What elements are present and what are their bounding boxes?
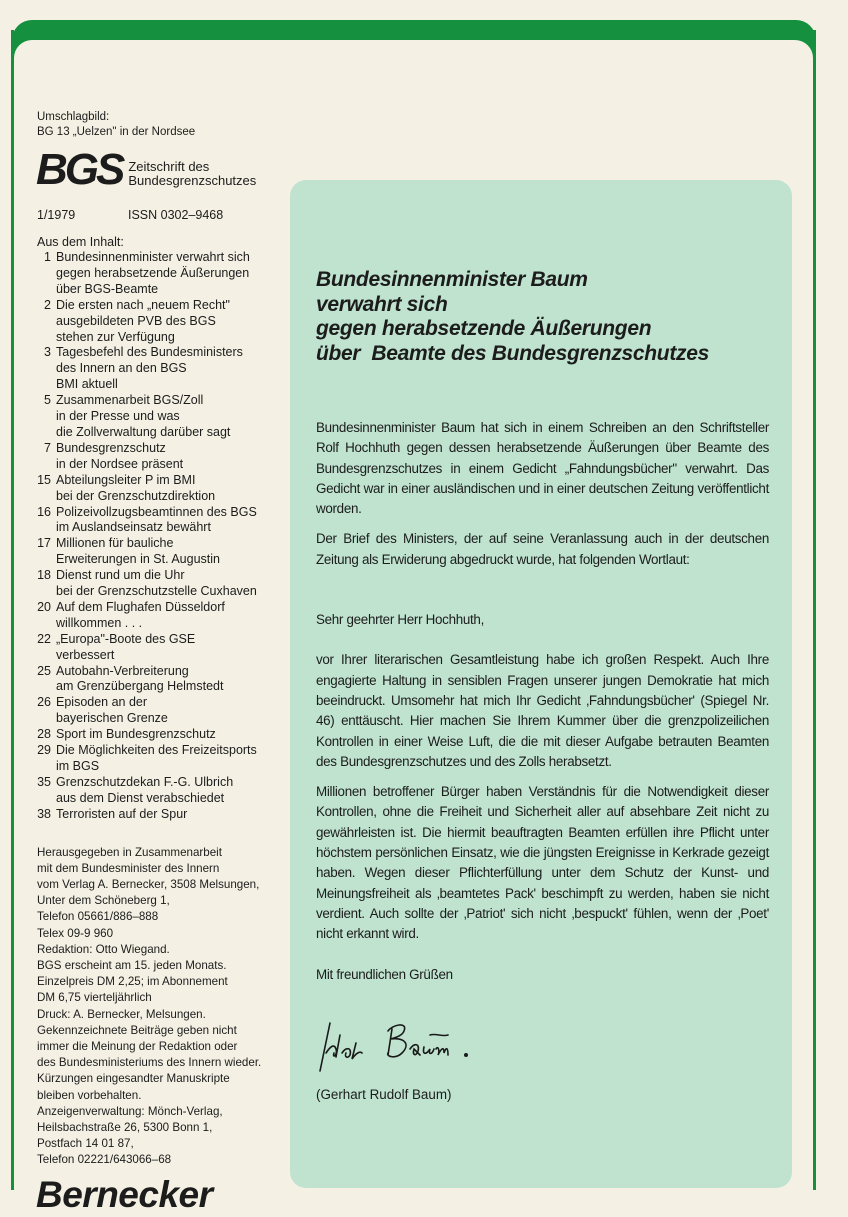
toc-page-number: 17	[37, 536, 51, 551]
bgs-logo: BGS	[36, 145, 123, 194]
toc-title	[56, 568, 257, 600]
toc-item	[30, 536, 288, 568]
toc-page-number: 15	[37, 472, 51, 487]
toc-title-line: im BGS	[56, 759, 100, 773]
imprint-line: DM 6,75 vierteljährlich	[37, 991, 152, 1005]
toc-item	[30, 298, 288, 346]
imprint-line: mit dem Bundesminister des Innern	[37, 861, 220, 875]
toc-title-line: über BGS-Beamte	[56, 281, 159, 296]
imprint-line: immer die Meinung der Redaktion oder	[37, 1040, 238, 1054]
toc-title	[56, 807, 187, 823]
salutation: Sehr geehrter Herr Hochhuth,	[316, 612, 484, 628]
toc-title-line: Tagesbefehl des Bundesministers	[56, 345, 243, 360]
toc-title-line: Bundesinnenminister verwahrt sich	[56, 250, 250, 264]
toc-item	[30, 632, 288, 664]
toc-title	[56, 441, 183, 473]
toc-item	[30, 743, 288, 775]
toc-page-number: 3	[44, 345, 51, 360]
toc-page-number: 29	[37, 743, 51, 758]
imprint-line: Kürzungen eingesandter Manuskripte	[37, 1072, 230, 1086]
imprint-line: Telefon 05661/886–888	[37, 910, 159, 924]
toc-title-line: Erweiterungen in St. Augustin	[56, 552, 220, 567]
imprint-line: Einzelpreis DM 2,25; im Abonnement	[37, 975, 228, 989]
toc-item	[30, 393, 288, 441]
toc-item	[30, 250, 288, 298]
toc-title-line: Terroristen auf der Spur	[56, 806, 188, 821]
toc-title-line: Sport im Bundesgrenzschutz	[56, 727, 216, 742]
toc-page-number: 26	[37, 695, 51, 710]
headline-line: über Beamte des Bundesgrenzschutzes	[316, 341, 709, 365]
cover-label: Umschlagbild:	[37, 111, 110, 123]
toc-title-line: Autobahn-Verbreiterung	[56, 663, 189, 678]
toc-title-line: bayerischen Grenze	[56, 711, 168, 726]
letter-paragraph: Millionen betroffener Bürger haben Verständnis für die Notwendigkeit dieser Kontrollen, ohne die Freiheit und Sicherheit aller auf absehbare Zeit nicht zu gewährleisten ist. Die hiermit beauftragten Beamten erfüllen ihre Pflicht unter höchstem persönlichen Einsatz, wie die jüngsten Ereignisse in Kerkrade gezeigt haben. Wegen dieser Pflichterfüllung unter dem Schutz der Kunst- und Meinungsfreiheit als ‚beamtetes Pack' beschimpft zu werden, haben sie nicht verdient. Auch sollte der ‚Patriot' sich nicht ‚bespuckt' fühlen, wenn der ‚Poet' nicht erkannt wird.	[316, 784, 769, 942]
article-body	[316, 418, 769, 1102]
imprint-line: BGS erscheint am 15. jeden Monats.	[37, 959, 227, 973]
toc-page-number: 22	[37, 631, 51, 646]
toc-title	[56, 345, 243, 393]
imprint-line: Herausgegeben in Zusammenarbeit	[37, 845, 222, 859]
imprint-line: Redaktion: Otto Wiegand.	[37, 942, 170, 956]
toc-title-line: Dienst rund um die Uhr	[56, 568, 185, 583]
intro-paragraph: Der Brief des Ministers, der auf seine Veranlassung auch in der deutschen Zeitung als Erwiderung abgedruckt wurde, hat folgenden Wortlaut:	[316, 531, 769, 567]
toc-title	[56, 664, 223, 696]
bernecker-logo: Bernecker	[36, 1173, 213, 1215]
toc-title	[56, 632, 195, 664]
imprint-line: Anzeigenverwaltung: Mönch-Verlag,	[37, 1104, 223, 1118]
toc-title-line: Zusammenarbeit BGS/Zoll	[56, 393, 204, 408]
toc-title-line: Die ersten nach „neuem Recht"	[56, 297, 230, 312]
toc-title-line: Abteilungsleiter P im BMI	[56, 472, 196, 487]
toc-title-line: verbessert	[56, 647, 115, 662]
toc-title-line: gegen herabsetzende Äußerungen	[56, 265, 250, 280]
toc-page-number: 5	[44, 393, 51, 408]
toc-title	[56, 505, 257, 537]
toc-title-line: Grenzschutzdekan F.-G. Ulbrich	[56, 774, 234, 789]
subtitle-line: Zeitschrift des	[128, 159, 210, 174]
toc-title-line: Polizeivollzugsbeamtinnen des BGS	[56, 504, 257, 519]
toc-title	[56, 473, 215, 505]
headline-line: Bundesinnenminister Baum	[316, 268, 588, 291]
green-frame-left	[11, 30, 14, 1190]
contents-title: Aus dem Inhalt:	[37, 235, 124, 249]
toc-item	[30, 664, 288, 696]
toc-title	[56, 727, 216, 743]
toc-title-line: Auf dem Flughafen Düsseldorf	[56, 599, 225, 614]
imprint-line: Telex 09-9 960	[37, 926, 114, 940]
toc-title	[56, 536, 220, 568]
signer-name: (Gerhart Rudolf Baum)	[316, 1086, 452, 1102]
toc-title-line: Episoden an der	[56, 695, 148, 710]
headline-line: gegen herabsetzende Äußerungen	[316, 317, 652, 340]
toc-title-line: am Grenzübergang Helmstedt	[56, 679, 224, 694]
toc-title	[56, 393, 230, 441]
toc-page-number: 16	[37, 504, 51, 519]
cover-caption	[37, 110, 195, 140]
toc-item	[30, 473, 288, 505]
toc-title-line: im Auslandseinsatz bewährt	[56, 520, 211, 535]
toc-title-line: willkommen . . .	[56, 615, 143, 630]
cover-text: BG 13 „Uelzen" in der Nordsee	[37, 126, 196, 138]
toc-page-number: 28	[37, 727, 51, 742]
toc-title-line: in der Nordsee präsent	[56, 456, 184, 471]
toc-item	[30, 727, 288, 743]
issn: ISSN 0302–9468	[128, 208, 224, 222]
toc-page-number: 35	[37, 774, 51, 789]
toc-item	[30, 775, 288, 807]
toc-title-line: ausgebildeten PVB des BGS	[56, 313, 216, 328]
toc-page-number: 25	[37, 663, 51, 678]
toc-item	[30, 505, 288, 537]
toc-title-line: BMI aktuell	[56, 377, 118, 392]
toc-item	[30, 807, 288, 823]
imprint-line: Heilsbachstraße 26, 5300 Bonn 1,	[37, 1121, 213, 1135]
imprint-line: Gekennzeichnete Beiträge geben nicht	[37, 1023, 237, 1037]
toc-title	[56, 250, 250, 298]
table-of-contents	[30, 250, 288, 823]
toc-title-line: Bundesgrenzschutz	[56, 440, 166, 455]
imprint	[37, 845, 288, 1169]
article-headline	[316, 268, 709, 366]
toc-title-line: bei der Grenzschutzstelle Cuxhaven	[56, 584, 257, 599]
toc-title	[56, 298, 230, 346]
intro-paragraph: Bundesinnenminister Baum hat sich in einem Schreiben an den Schriftsteller Rolf Hochhuth gegen dessen herabsetzende Äußerungen über Beamte des Bundesgrenzschutzes in einem Gedicht „Fahndungsbücher" verwahrt. Das Gedicht war in einer ausländischen und in einer deutschen Zeitung veröffentlicht worden.	[316, 420, 769, 517]
letter-paragraph: vor Ihrer literarischen Gesamtleistung habe ich großen Respekt. Auch Ihre engagierte Haltung in sensiblen Fragen unserer jungen Demokratie hat mich beeindruckt. Umsomehr hat mich Ihr Gedicht ‚Fahndungsbücher' (Spiegel Nr. 46) enttäuscht. Hier machen Sie Ihrem Kummer über die grenzpolizeilichen Kontrollen in einer Weise Luft, die die mit dieser Aufgabe betrauten Beamten des Bundesgrenzschutzes und des Zolls herabsetzt.	[316, 652, 769, 769]
toc-item	[30, 600, 288, 632]
toc-item	[30, 345, 288, 393]
toc-title-line: Millionen für bauliche	[56, 536, 174, 551]
toc-title-line: stehen zur Verfügung	[56, 329, 175, 344]
imprint-line: Unter dem Schöneberg 1,	[37, 894, 170, 908]
toc-page-number: 1	[44, 250, 51, 264]
toc-title-line: Die Möglichkeiten des Freizeitsports	[56, 743, 257, 758]
imprint-line: Postfach 14 01 87,	[37, 1137, 134, 1151]
toc-page-number: 38	[37, 806, 51, 821]
toc-page-number: 18	[37, 568, 51, 583]
subtitle-line: Bundesgrenzschutzes	[128, 173, 257, 188]
masthead-subtitle	[128, 160, 256, 190]
imprint-line: des Bundesministeriums des Innern wieder.	[37, 1056, 262, 1070]
toc-page-number: 7	[44, 440, 51, 455]
toc-title-line: die Zollverwaltung darüber sagt	[56, 424, 231, 439]
toc-page-number: 20	[37, 599, 51, 614]
headline-line: verwahrt sich	[316, 292, 448, 316]
toc-item	[30, 695, 288, 727]
toc-item	[30, 441, 288, 473]
issue-number: 1/1979	[37, 208, 76, 222]
toc-title	[56, 743, 257, 775]
toc-title-line: in der Presse und was	[56, 409, 180, 424]
imprint-line: vom Verlag A. Bernecker, 3508 Melsungen,	[37, 878, 260, 892]
toc-title-line: bei der Grenzschutzdirektion	[56, 488, 216, 503]
toc-page-number: 2	[44, 297, 51, 312]
closing: Mit freundlichen Grüßen	[316, 966, 453, 982]
imprint-line: Druck: A. Bernecker, Melsungen.	[37, 1007, 206, 1021]
left-column	[30, 250, 288, 1217]
green-frame-top	[12, 20, 816, 40]
toc-title-line: „Europa"-Boote des GSE	[56, 631, 196, 646]
masthead	[36, 145, 257, 194]
toc-title-line: aus dem Dienst verabschiedet	[56, 790, 225, 805]
imprint-line: bleiben vorbehalten.	[37, 1088, 142, 1102]
toc-title	[56, 695, 168, 727]
toc-title-line: des Innern an den BGS	[56, 361, 187, 376]
toc-title	[56, 775, 233, 807]
toc-item	[30, 568, 288, 600]
toc-title	[56, 600, 225, 632]
green-frame-right	[813, 30, 816, 1190]
handwritten-signature	[316, 1013, 516, 1083]
imprint-line: Telefon 02221/643066–68	[37, 1153, 172, 1167]
